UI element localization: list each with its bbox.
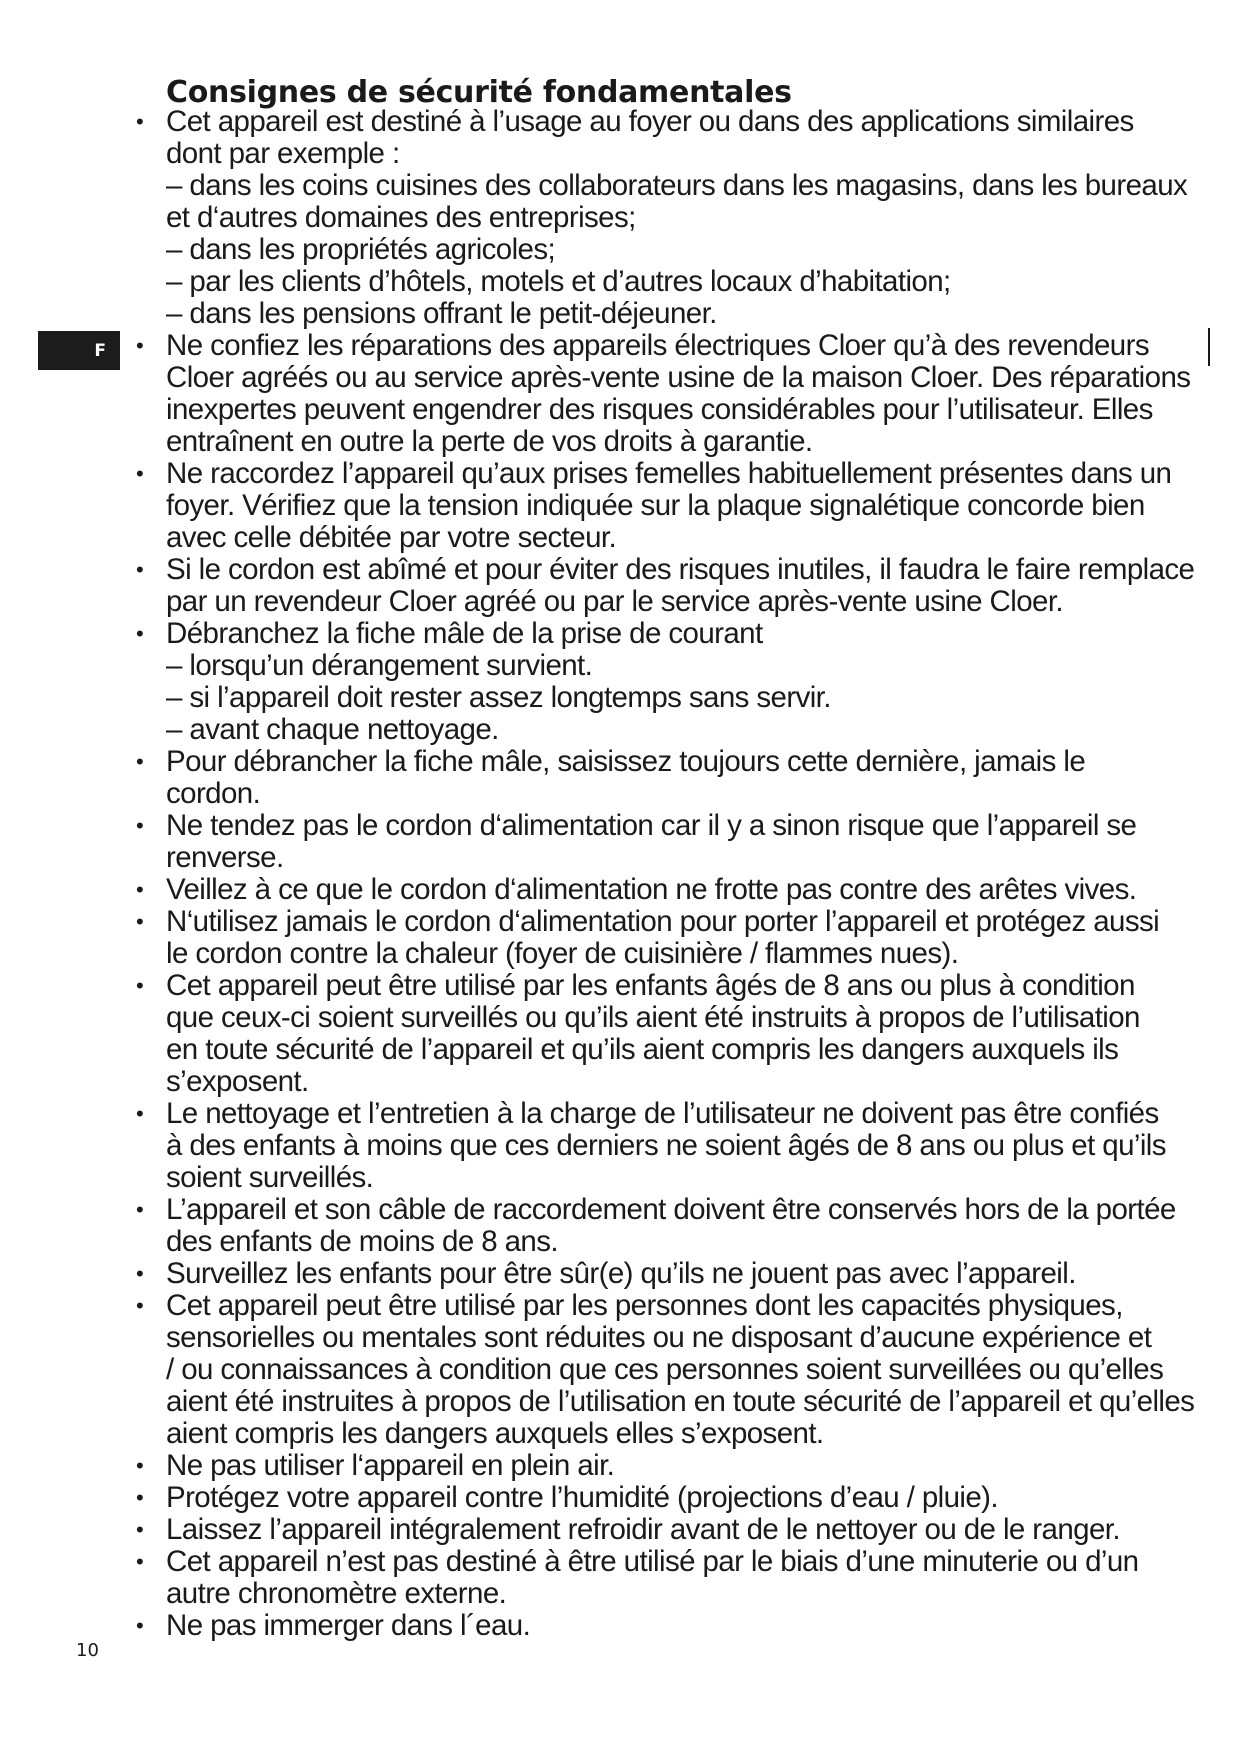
text-line: foyer. Vérifiez que la tension indiquée sur la plaque signalétique concorde bien (166, 489, 1145, 522)
text-line: • Ne tendez pas le cordon d‘alimentation car il y a sinon risque que l’appareil se (166, 809, 1137, 842)
text-line: sensorielles ou mentales sont réduites ou ne disposant d’aucune expérience et (166, 1321, 1152, 1354)
safety-item (166, 1514, 1206, 1546)
text-line: des enfants de moins de 8 ans. (166, 1225, 558, 1258)
safety-list (166, 106, 1206, 1642)
text-line: entraînent en outre la perte de vos droits à garantie. (166, 425, 813, 458)
text-line: • Pour débrancher la fiche mâle, saisissez toujours cette dernière, jamais le (166, 745, 1086, 778)
text-line: autre chronomètre externe. (166, 1577, 507, 1610)
text-line: – dans les coins cuisines des collaborateurs dans les magasins, dans les bureaux (166, 169, 1188, 202)
text-line: dont par exemple : (166, 137, 400, 170)
text-line: • Cet appareil n’est pas destiné à être utilisé par le biais d’une minuterie ou d’un (166, 1545, 1139, 1578)
safety-item (166, 810, 1206, 874)
safety-item (166, 1290, 1206, 1450)
text-line: • Débranchez la fiche mâle de la prise de courant (166, 617, 763, 650)
safety-item (166, 554, 1206, 618)
safety-item (166, 618, 1206, 746)
text-line: avec celle débitée par votre secteur. (166, 521, 617, 554)
text-line: le cordon contre la chaleur (foyer de cuisinière / flammes nues). (166, 937, 959, 970)
text-line: • N‘utilisez jamais le cordon d‘alimentation pour porter l’appareil et protégez aussi (166, 905, 1160, 938)
text-line: – avant chaque nettoyage. (166, 713, 499, 746)
safety-item (166, 1258, 1206, 1290)
section-title: Consignes de sécurité fondamentales (166, 75, 792, 110)
safety-item (166, 1098, 1206, 1194)
text-line: s’exposent. (166, 1065, 309, 1098)
page-number: 10 (76, 1640, 99, 1661)
text-line: • Ne raccordez l’appareil qu’aux prises femelles habituellement présentes dans un (166, 457, 1172, 490)
text-line: • Laissez l’appareil intégralement refroidir avant de le nettoyer ou de le ranger. (166, 1513, 1120, 1546)
text-line: • Protégez votre appareil contre l’humidité (projections d’eau / pluie). (166, 1481, 998, 1514)
text-line: en toute sécurité de l’appareil et qu’ils aient compris les dangers auxquels ils (166, 1033, 1119, 1066)
text-line: par un revendeur Cloer agréé ou par le service après-vente usine Cloer. (166, 585, 1064, 618)
text-line: • Veillez à ce que le cordon d‘alimentation ne frotte pas contre des arêtes vives. (166, 873, 1137, 906)
text-line: • Cet appareil peut être utilisé par les enfants âgés de 8 ans ou plus à condition (166, 969, 1135, 1002)
safety-item (166, 746, 1206, 810)
change-bar (1208, 328, 1210, 366)
text-line: – dans les propriétés agricoles; (166, 233, 556, 266)
text-line: / ou connaissances à condition que ces personnes soient surveillées ou qu’elles (166, 1353, 1164, 1386)
safety-item (166, 458, 1206, 554)
text-line: – lorsqu’un dérangement survient. (166, 649, 593, 682)
text-line: – dans les pensions offrant le petit-déjeuner. (166, 297, 717, 330)
text-line: • Cet appareil peut être utilisé par les personnes dont les capacités physiques, (166, 1289, 1123, 1322)
text-line: cordon. (166, 777, 261, 810)
text-line: • Cet appareil est destiné à l’usage au foyer ou dans des applications similaires (166, 105, 1134, 138)
text-line: • Si le cordon est abîmé et pour éviter des risques inutiles, il faudra le faire remplace (166, 554, 1195, 586)
text-line: inexpertes peuvent engendrer des risques considérables pour l’utilisateur. Elles (166, 393, 1153, 426)
text-line: soient surveillés. (166, 1161, 374, 1194)
safety-item (166, 106, 1206, 330)
text-line: à des enfants à moins que ces derniers ne soient âgés de 8 ans ou plus et qu’ils (166, 1129, 1166, 1162)
text-line: Cloer agréés ou au service après-vente usine de la maison Cloer. Des réparations (166, 361, 1191, 394)
text-line: • Ne pas immerger dans l´eau. (166, 1609, 531, 1642)
safety-item (166, 906, 1206, 970)
language-tab: F (38, 331, 120, 370)
safety-item (166, 1194, 1206, 1258)
text-line: aient été instruites à propos de l’utilisation en toute sécurité de l’appareil et qu’elles (166, 1386, 1195, 1418)
safety-item (166, 1482, 1206, 1514)
safety-item (166, 970, 1206, 1098)
safety-item (166, 1450, 1206, 1482)
text-line: aient compris les dangers auxquels elles s’exposent. (166, 1417, 824, 1450)
safety-item (166, 874, 1206, 906)
text-line: – si l’appareil doit rester assez longtemps sans servir. (166, 681, 831, 714)
text-line: • Le nettoyage et l’entretien à la charge de l’utilisateur ne doivent pas être confiés (166, 1097, 1159, 1130)
safety-item (166, 1610, 1206, 1642)
safety-item (166, 330, 1206, 458)
text-line: • Surveillez les enfants pour être sûr(e) qu’ils ne jouent pas avec l’appareil. (166, 1257, 1076, 1290)
text-line: – par les clients d’hôtels, motels et d’autres locaux d’habitation; (166, 265, 951, 298)
text-line: • L’appareil et son câble de raccordement doivent être conservés hors de la portée (166, 1193, 1176, 1226)
text-line: et d‘autres domaines des entreprises; (166, 201, 636, 234)
text-line: renverse. (166, 841, 284, 874)
safety-item (166, 1546, 1206, 1610)
text-line: • Ne confiez les réparations des appareils électriques Cloer qu’à des revendeurs (166, 329, 1149, 362)
text-line: que ceux-ci soient surveillés ou qu’ils aient été instruits à propos de l’utilisation (166, 1001, 1140, 1034)
text-line: • Ne pas utiliser l‘appareil en plein air. (166, 1449, 615, 1482)
